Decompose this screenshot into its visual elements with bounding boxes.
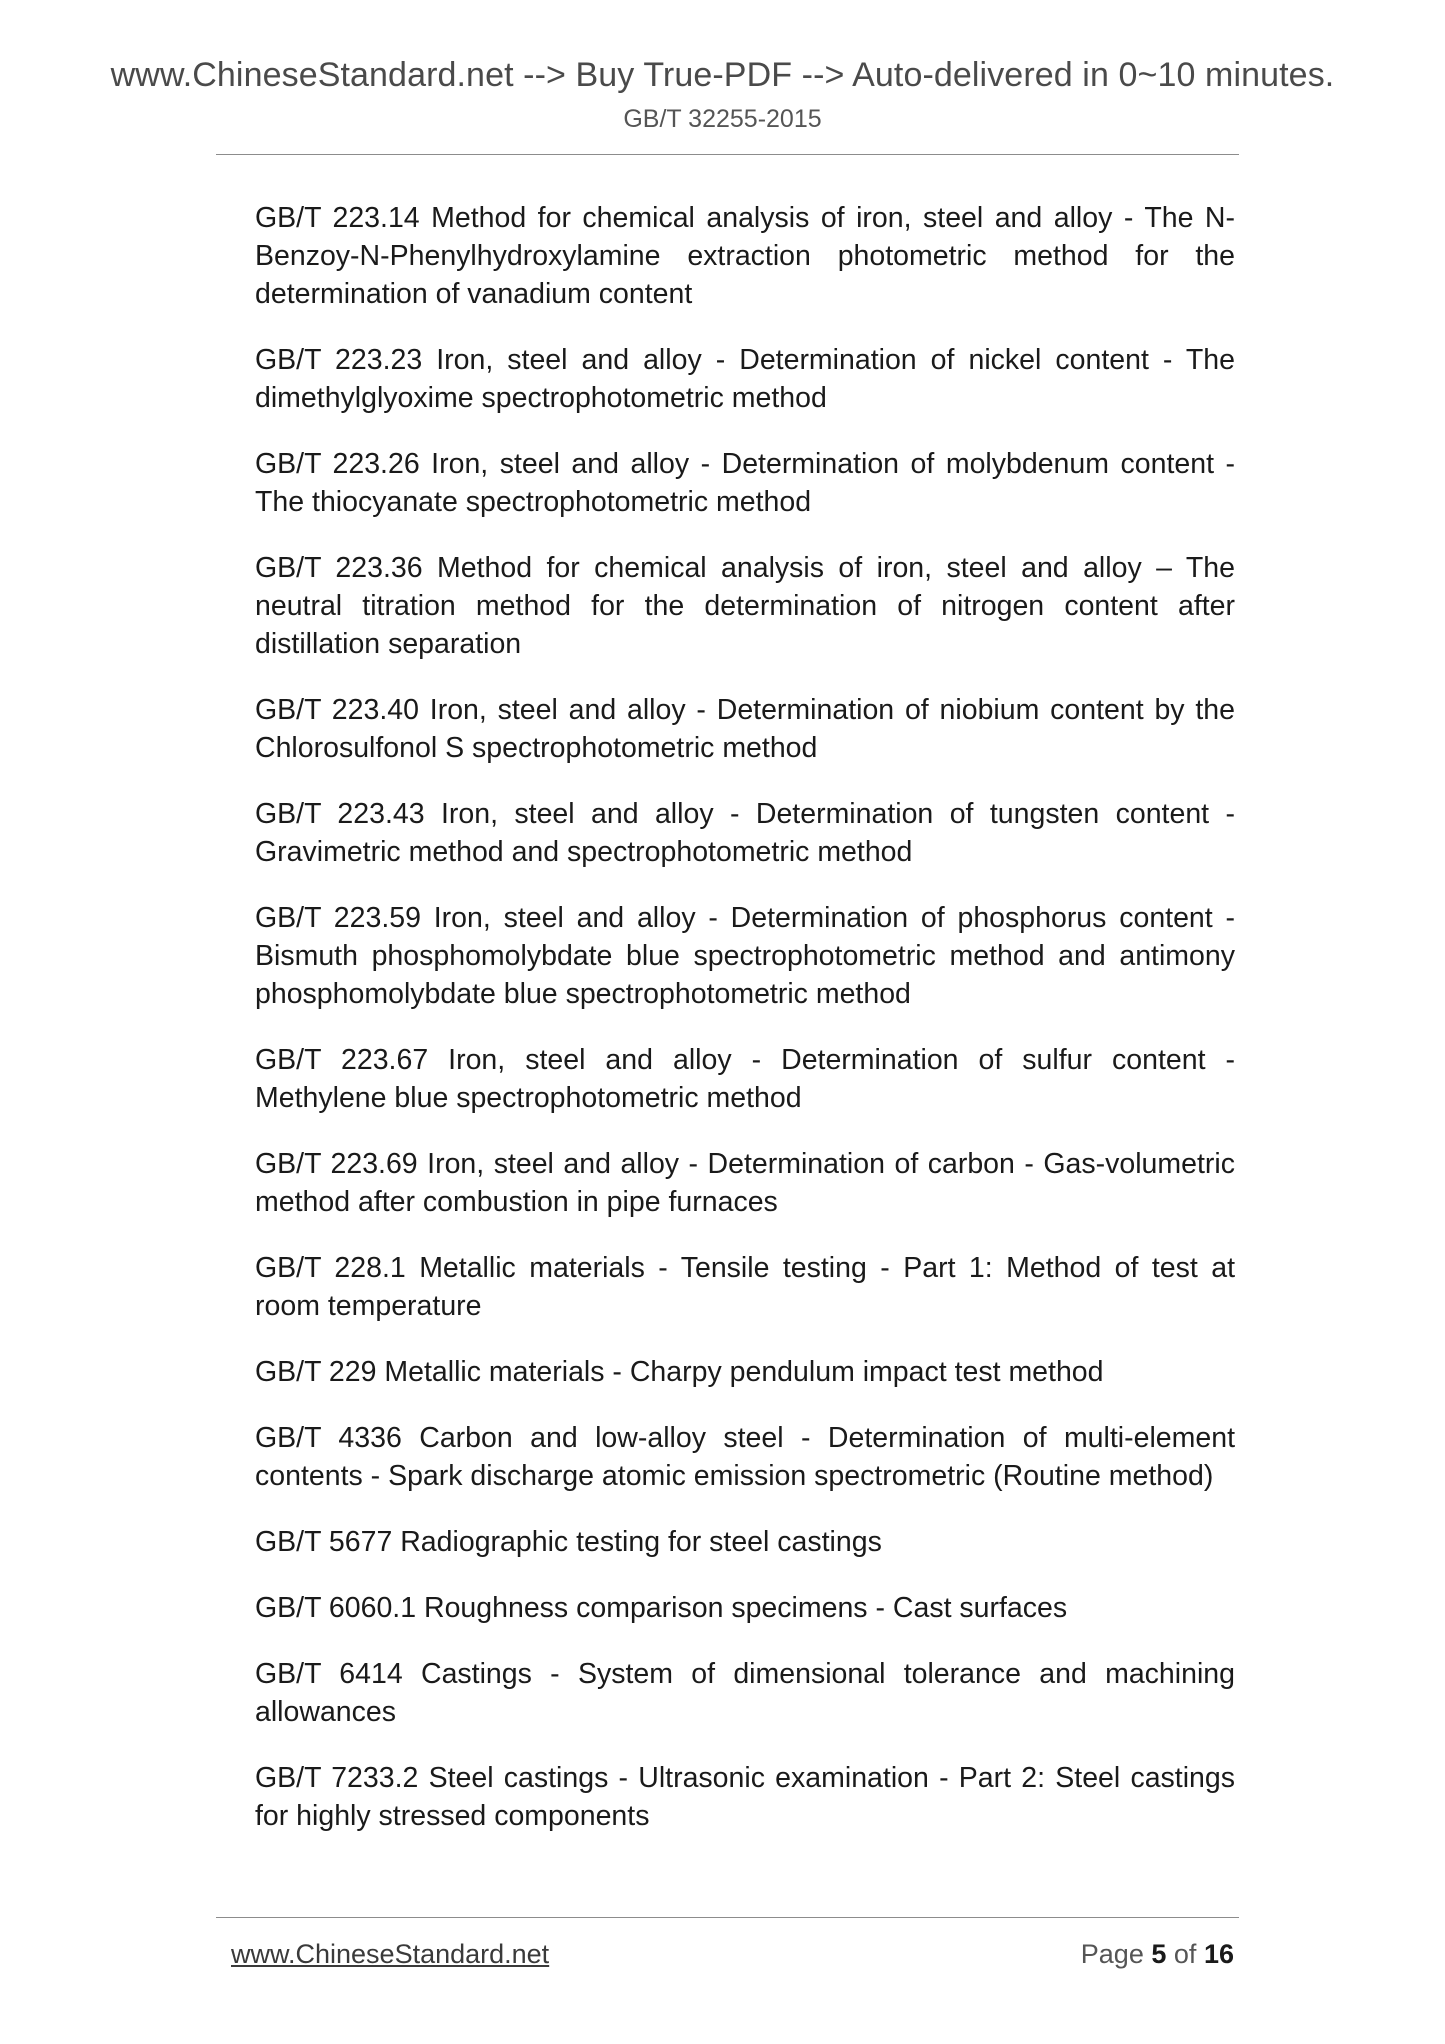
header-divider [216, 154, 1239, 155]
page-current: 5 [1151, 1939, 1167, 1969]
normative-references-list [255, 199, 1235, 1863]
reference-item: GB/T 223.43 Iron, steel and alloy - Determination of tungsten content - Gravimetric method and spectrophotometric method [255, 798, 1235, 868]
reference-item: GB/T 6060.1 Roughness comparison specimens - Cast surfaces [255, 1592, 1068, 1624]
reference-item: GB/T 223.14 Method for chemical analysis of iron, steel and alloy - The N-Benzoy-N-Phenylhydroxylamine extraction photometric method for the determination of vanadium content [255, 202, 1235, 310]
reference-item: GB/T 5677 Radiographic testing for steel castings [255, 1526, 882, 1558]
reference-item: GB/T 4336 Carbon and low-alloy steel - Determination of multi-element contents - Spark discharge atomic emission spectrometric (Routine method) [255, 1422, 1235, 1492]
reference-item: GB/T 223.69 Iron, steel and alloy - Determination of carbon - Gas-volumetric method after combustion in pipe furnaces [255, 1148, 1235, 1218]
footer-site-link[interactable]: www.ChineseStandard.net [231, 1939, 550, 1969]
reference-item: GB/T 7233.2 Steel castings - Ultrasonic examination - Part 2: Steel castings for highly stressed components [255, 1762, 1235, 1832]
reference-item: GB/T 223.26 Iron, steel and alloy - Determination of molybdenum content - The thiocyanate spectrophotometric method [255, 448, 1235, 518]
page-indicator [1081, 1939, 1234, 1970]
standard-number: GB/T 32255-2015 [623, 105, 822, 133]
page-of: of [1173, 1939, 1197, 1969]
reference-item: GB/T 223.59 Iron, steel and alloy - Determination of phosphorus content - Bismuth phosphomolybdate blue spectrophotometric method and antimony phosphomolybdate blue spectrophotometric method [255, 902, 1235, 1010]
reference-item: GB/T 223.40 Iron, steel and alloy - Determination of niobium content by the Chlorosulfonol S spectrophotometric method [255, 694, 1235, 764]
page-total: 16 [1203, 1939, 1234, 1969]
reference-item: GB/T 223.23 Iron, steel and alloy - Determination of nickel content - The dimethylglyoxime spectrophotometric method [255, 344, 1235, 414]
page-prefix: Page [1080, 1939, 1144, 1969]
header-banner: www.ChineseStandard.net --> Buy True-PDF --> Auto-delivered in 0~10 minutes. [110, 56, 1335, 94]
reference-item: GB/T 223.36 Method for chemical analysis of iron, steel and alloy – The neutral titration method for the determination of nitrogen content after distillation separation [255, 552, 1235, 660]
reference-item: GB/T 6414 Castings - System of dimensional tolerance and machining allowances [255, 1658, 1235, 1728]
footer-divider [216, 1917, 1239, 1918]
reference-item: GB/T 228.1 Metallic materials - Tensile testing - Part 1: Method of test at room temperature [255, 1252, 1235, 1322]
reference-item: GB/T 229 Metallic materials - Charpy pendulum impact test method [255, 1356, 1104, 1388]
reference-item: GB/T 223.67 Iron, steel and alloy - Determination of sulfur content - Methylene blue spectrophotometric method [255, 1044, 1235, 1114]
